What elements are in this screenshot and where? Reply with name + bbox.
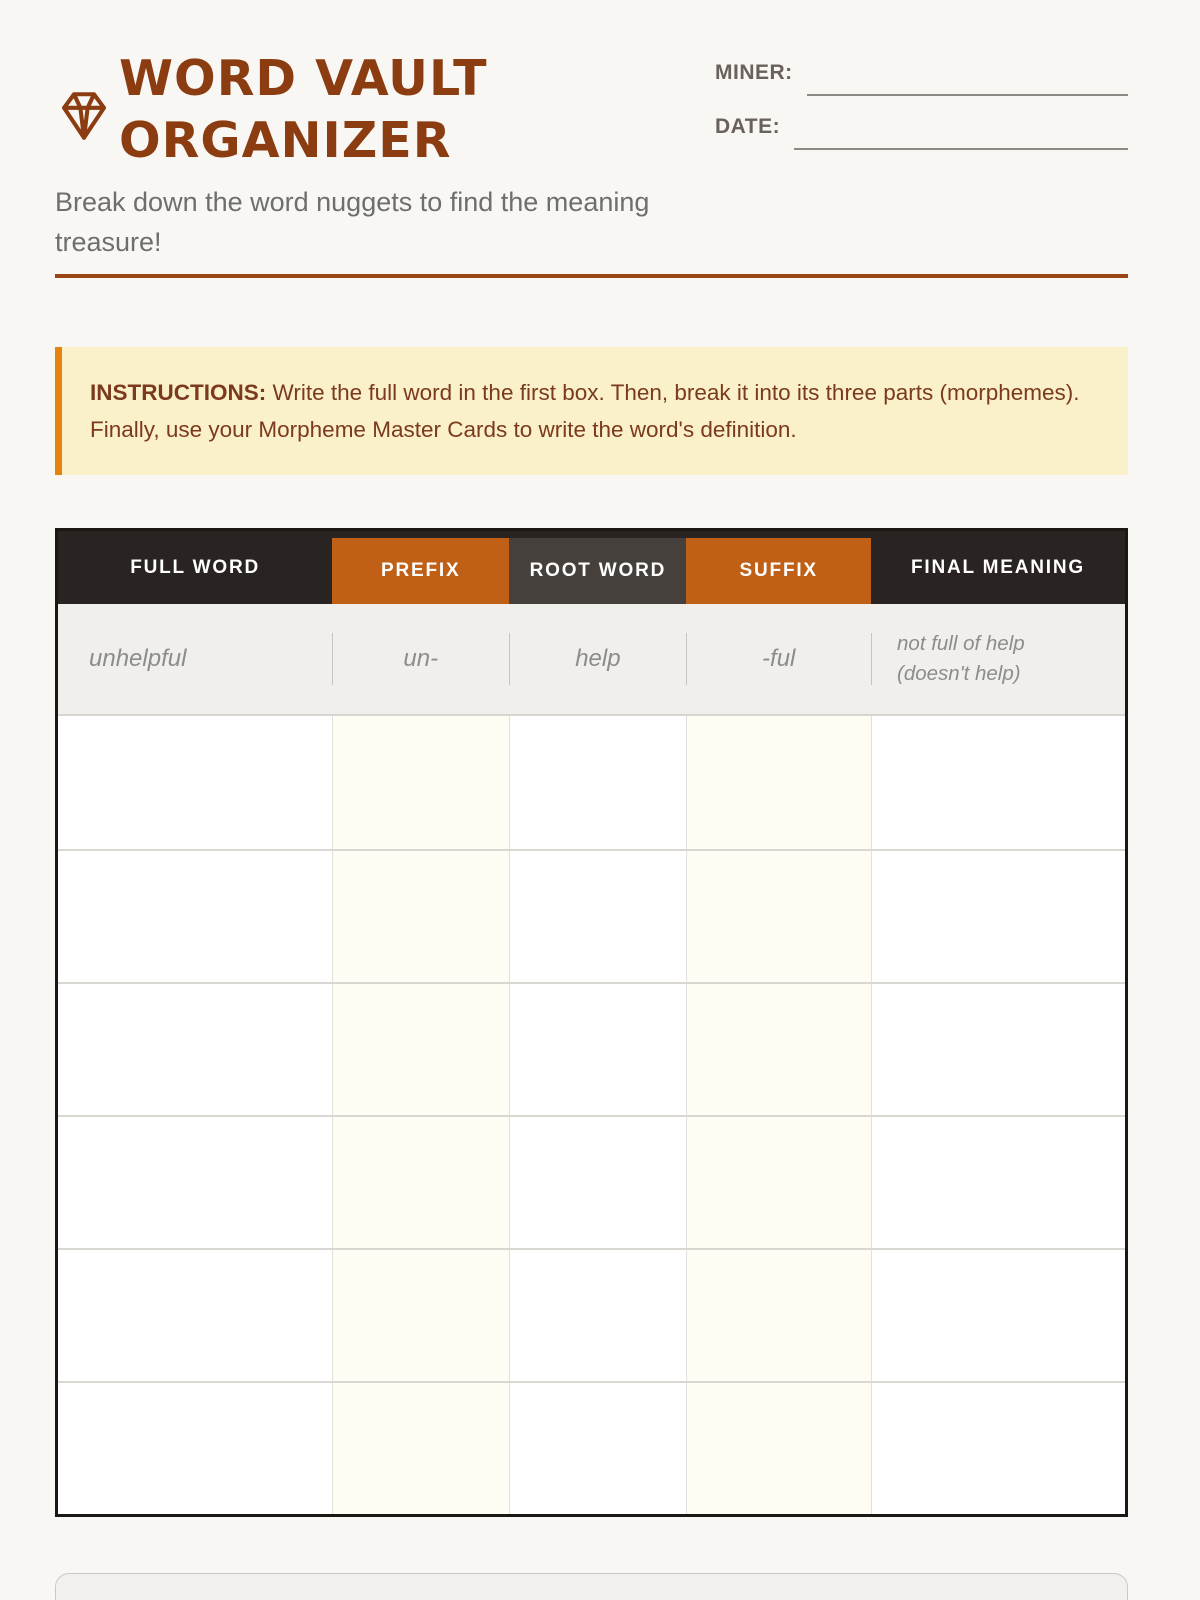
table-row (58, 1115, 1125, 1248)
gem-icon (55, 87, 119, 150)
empty-cell-prefix[interactable] (332, 851, 509, 982)
empty-cell-final-meaning[interactable] (871, 851, 1125, 982)
table-row (58, 716, 1125, 849)
miner-field (715, 56, 1128, 96)
empty-cell-full-word[interactable] (58, 1117, 332, 1248)
page-title (119, 48, 488, 172)
empty-cell-root-word[interactable] (509, 1117, 686, 1248)
example-final-meaning: not full of help (doesn't help) (871, 604, 1125, 714)
empty-cell-suffix[interactable] (686, 1250, 871, 1381)
table-body (58, 716, 1125, 1514)
date-label: DATE: (715, 115, 781, 138)
empty-cell-prefix[interactable] (332, 1250, 509, 1381)
instructions-box (55, 347, 1128, 475)
morpheme-table (55, 528, 1128, 1517)
empty-cell-suffix[interactable] (686, 1383, 871, 1514)
empty-cell-final-meaning[interactable] (871, 1383, 1125, 1514)
empty-cell-root-word[interactable] (509, 1250, 686, 1381)
header-divider (55, 274, 1128, 278)
empty-cell-full-word[interactable] (58, 1250, 332, 1381)
next-section-card (55, 1573, 1128, 1600)
column-header-full-word: FULL WORD (130, 556, 261, 578)
example-prefix: un- (332, 604, 509, 714)
table-row (58, 1381, 1125, 1514)
instructions-label: INSTRUCTIONS: (90, 380, 267, 405)
empty-cell-full-word[interactable] (58, 984, 332, 1115)
empty-cell-root-word[interactable] (509, 851, 686, 982)
column-header-prefix: PREFIX (332, 538, 509, 604)
page-subtitle: Break down the word nuggets to find the meaning treasure! (55, 187, 650, 257)
page-title-line1: WORD VAULT (119, 50, 488, 107)
empty-cell-suffix[interactable] (686, 1117, 871, 1248)
empty-cell-suffix[interactable] (686, 851, 871, 982)
page-title-line2: ORGANIZER (119, 112, 452, 169)
empty-cell-full-word[interactable] (58, 716, 332, 849)
page-header (55, 48, 1128, 172)
empty-cell-suffix[interactable] (686, 716, 871, 849)
empty-cell-final-meaning[interactable] (871, 1117, 1125, 1248)
empty-cell-suffix[interactable] (686, 984, 871, 1115)
example-row (58, 604, 1125, 716)
example-suffix: -ful (686, 604, 871, 714)
date-field (715, 110, 1128, 150)
empty-cell-full-word[interactable] (58, 851, 332, 982)
empty-cell-full-word[interactable] (58, 1383, 332, 1514)
empty-cell-root-word[interactable] (509, 716, 686, 849)
table-row (58, 982, 1125, 1115)
table-header-row (58, 531, 1125, 604)
empty-cell-prefix[interactable] (332, 716, 509, 849)
table-row (58, 849, 1125, 982)
instructions-text: Write the full word in the first box. Then, break it into its three parts (morphemes). Finally, use your Morpheme Master Cards to write the word's definition. (90, 380, 1080, 442)
column-header-root-word: ROOT WORD (509, 538, 686, 604)
empty-cell-prefix[interactable] (332, 984, 509, 1115)
empty-cell-prefix[interactable] (332, 1117, 509, 1248)
empty-cell-root-word[interactable] (509, 984, 686, 1115)
example-full-word: unhelpful (89, 645, 187, 672)
instructions-paragraph (90, 374, 1098, 448)
worksheet-content (55, 0, 1128, 1600)
empty-cell-final-meaning[interactable] (871, 1250, 1125, 1381)
empty-cell-prefix[interactable] (332, 1383, 509, 1514)
table-row (58, 1248, 1125, 1381)
example-root-word: help (509, 604, 686, 714)
empty-cell-final-meaning[interactable] (871, 984, 1125, 1115)
empty-cell-root-word[interactable] (509, 1383, 686, 1514)
name-date-fields (715, 48, 1128, 164)
empty-cell-final-meaning[interactable] (871, 716, 1125, 849)
column-header-final-meaning: FINAL MEANING (910, 556, 1085, 578)
column-header-suffix: SUFFIX (686, 538, 871, 604)
miner-input-line[interactable] (807, 66, 1128, 96)
date-input-line[interactable] (794, 120, 1128, 150)
title-block (55, 48, 715, 172)
miner-label: MINER: (715, 61, 793, 84)
